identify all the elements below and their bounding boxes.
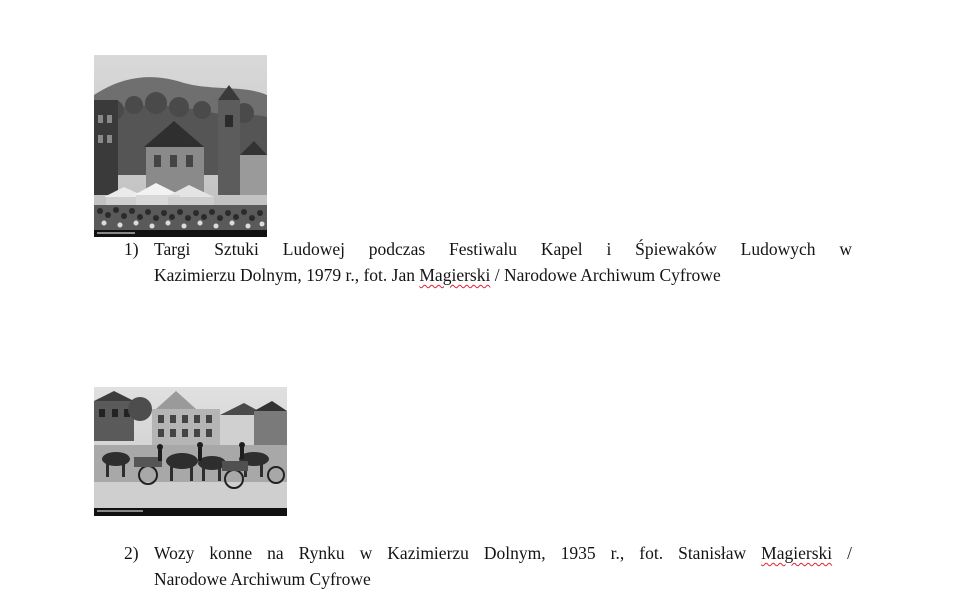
caption-line: Narodowe Archiwum Cyfrowe <box>154 569 371 589</box>
caption-text-segment: / Narodowe Archiwum Cyfrowe <box>490 265 721 285</box>
caption-line: Targi Sztuki Ludowej podczas Festiwalu Kapel i Śpiewaków Ludowych w <box>154 239 852 259</box>
photo-horse-carts-image <box>94 387 287 516</box>
caption-number: 1) <box>124 239 139 259</box>
caption-text-segment: / <box>832 543 852 563</box>
caption-line <box>154 540 852 566</box>
caption-text-segment: Kazimierzu Dolnym, 1979 r., fot. Jan <box>154 265 420 285</box>
spellcheck-flagged-word[interactable]: Magierski <box>761 543 833 563</box>
caption-number: 2) <box>124 543 139 563</box>
caption-text-segment: Wozy konne na Rynku w Kazimierzu Dolnym, 1935 r., fot. Stanisław <box>154 543 762 563</box>
photo-folk-art-fair <box>94 55 267 237</box>
caption-text <box>154 540 852 592</box>
photo-folk-art-fair-image <box>94 55 267 237</box>
caption-text <box>154 236 852 288</box>
photo-horse-carts <box>94 387 287 516</box>
caption-line <box>154 262 852 288</box>
spellcheck-flagged-word[interactable]: Magierski <box>419 265 491 285</box>
